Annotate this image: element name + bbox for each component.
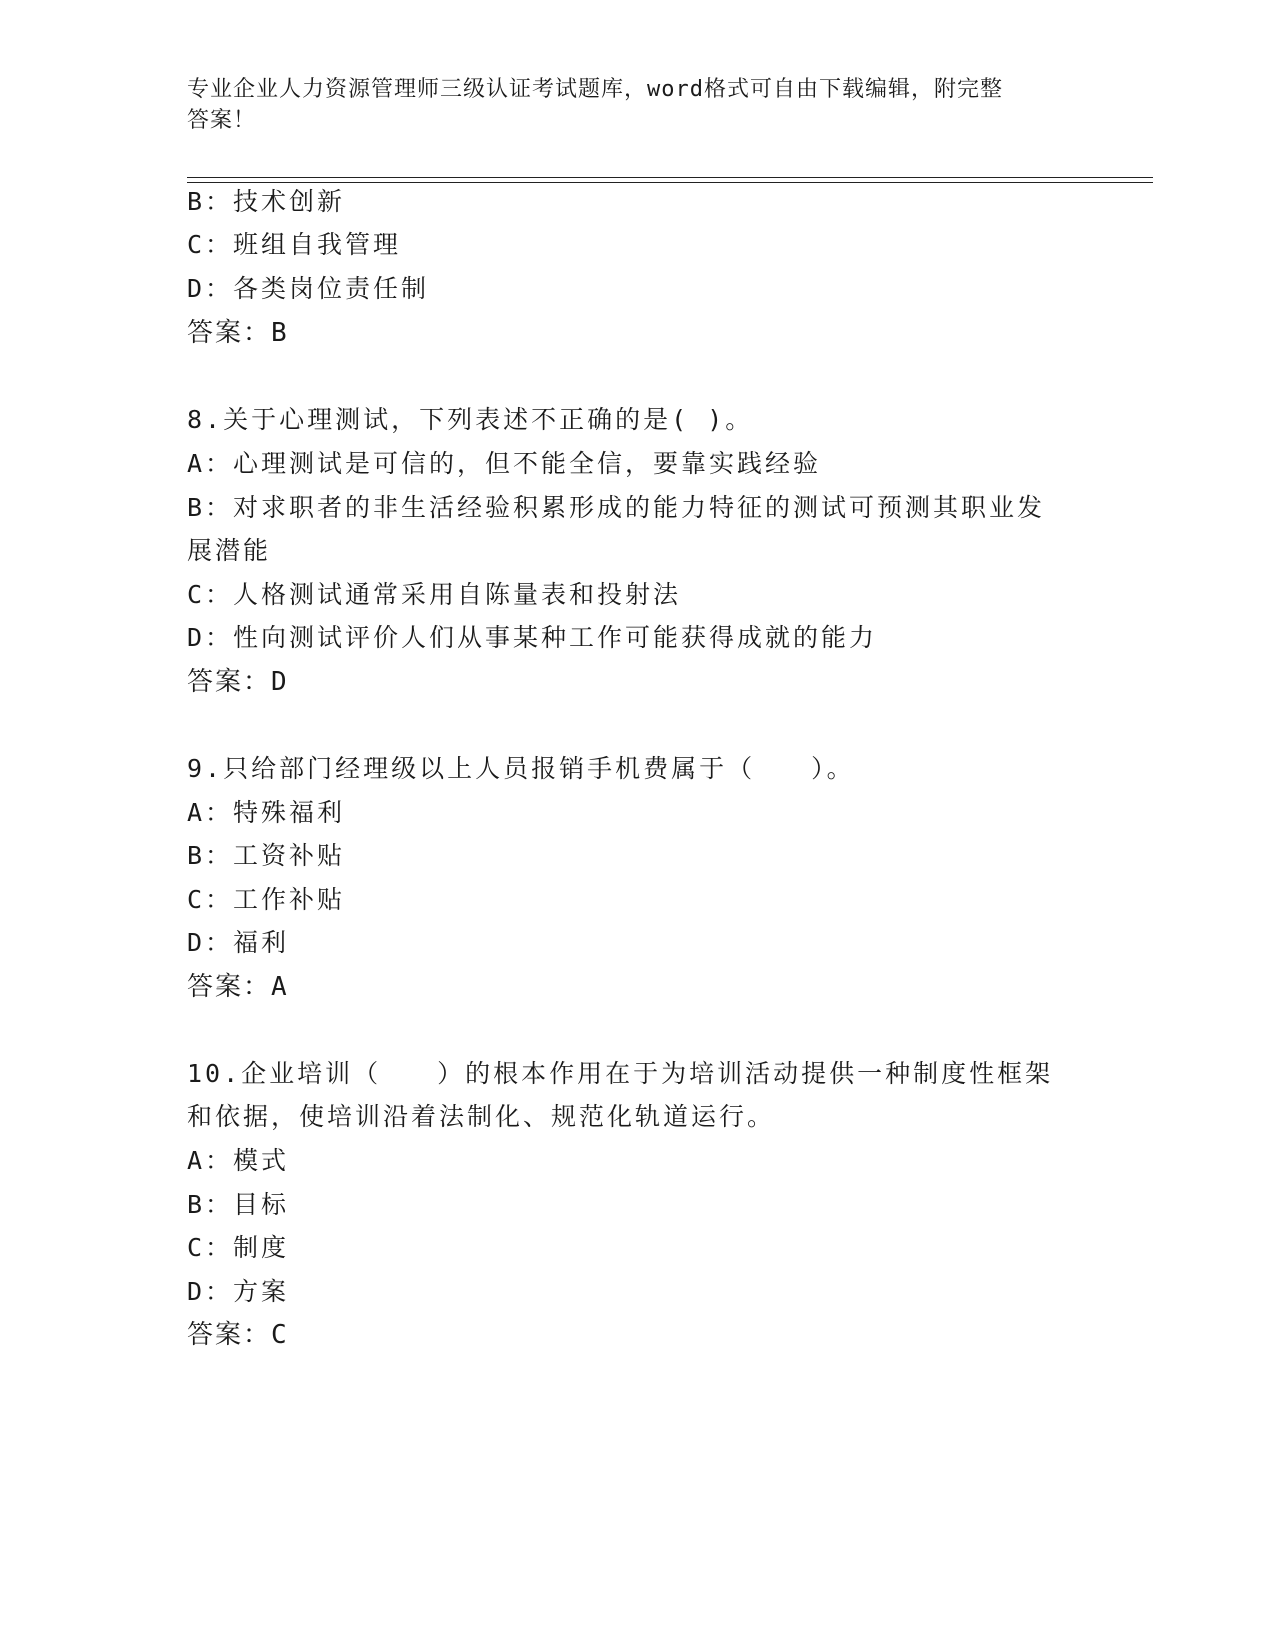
q8-option-c: C：人格测试通常采用自陈量表和投射法 — [187, 580, 682, 609]
header-line-2: 答案！ — [187, 108, 257, 133]
answer-value: C — [271, 1320, 289, 1350]
answer-value: D — [271, 667, 289, 697]
q9-answer — [187, 970, 289, 1004]
q8-stem: 8.关于心理测试，下列表述不正确的是( )。 — [187, 405, 754, 434]
q8-option-b: B：对求职者的非生活经验积累形成的能力特征的测试可预测其职业发 — [187, 493, 1046, 522]
header-divider-top — [187, 177, 1153, 178]
q10-option-d: D：方案 — [187, 1277, 290, 1306]
q10-option-b: B：目标 — [187, 1190, 290, 1219]
answer-value: B — [271, 318, 289, 348]
document-header — [187, 74, 1067, 136]
answer-label: 答案： — [187, 1320, 272, 1350]
q9-option-d: D：福利 — [187, 928, 290, 957]
q8-option-a: A：心理测试是可信的，但不能全信，要靠实践经验 — [187, 449, 822, 478]
q10-answer — [187, 1318, 289, 1352]
q10-option-c: C：制度 — [187, 1233, 290, 1262]
q10-option-a: A：模式 — [187, 1146, 290, 1175]
header-line-1: 专业企业人力资源管理师三级认证考试题库，word格式可自由下载编辑，附完整 — [187, 77, 1003, 102]
q7-answer — [187, 316, 289, 350]
q9-option-a: A：特殊福利 — [187, 798, 346, 827]
answer-label: 答案： — [187, 667, 272, 697]
q8-answer — [187, 665, 289, 699]
q7-option-b: B：技术创新 — [187, 187, 346, 216]
answer-value: A — [271, 972, 289, 1002]
answer-label: 答案： — [187, 972, 272, 1002]
q7-option-c: C：班组自我管理 — [187, 230, 402, 259]
header-divider-bottom — [187, 182, 1153, 183]
q10-stem-line-2: 和依据，使培训沿着法制化、规范化轨道运行。 — [187, 1102, 776, 1131]
q10-stem-line-1: 10.企业培训（ ）的根本作用在于为培训活动提供一种制度性框架 — [187, 1059, 1054, 1088]
q9-option-b: B：工资补贴 — [187, 841, 346, 870]
q7-option-d: D：各类岗位责任制 — [187, 274, 430, 303]
q9-option-c: C：工作补贴 — [187, 885, 346, 914]
q9-stem: 9.只给部门经理级以上人员报销手机费属于（ ）。 — [187, 754, 855, 783]
answer-label: 答案： — [187, 318, 272, 348]
q8-option-d: D：性向测试评价人们从事某种工作可能获得成就的能力 — [187, 623, 878, 652]
q8-option-b-cont: 展潜能 — [187, 536, 272, 565]
